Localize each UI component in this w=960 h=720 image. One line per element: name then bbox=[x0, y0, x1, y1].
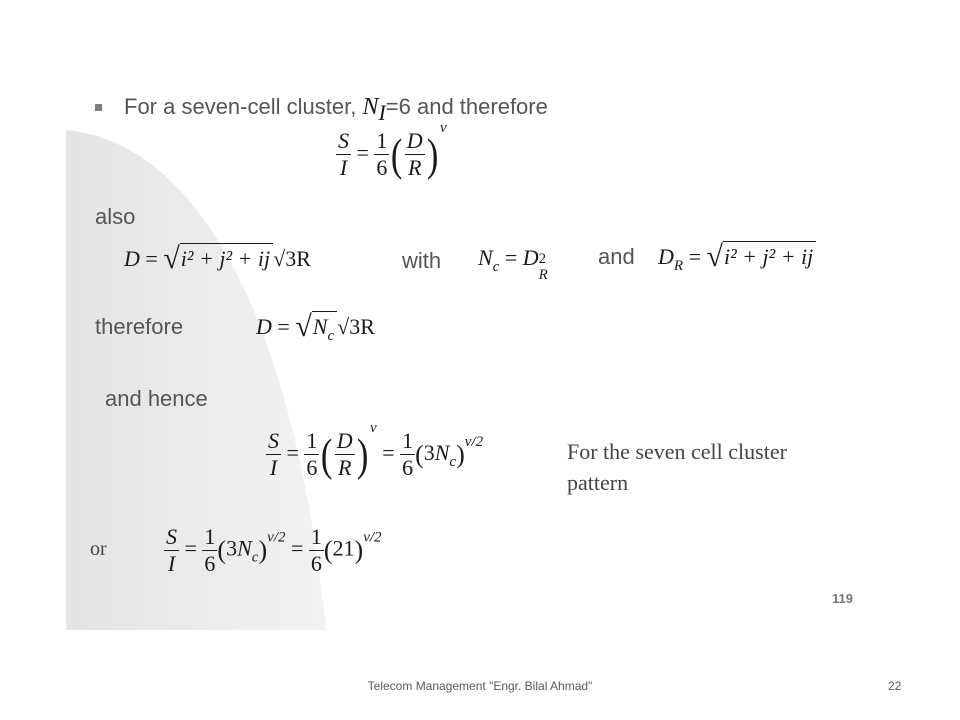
equation-nc: $N_c = D$ 2 R bbox=[478, 245, 548, 283]
eq-nc-rhs-var: D bbox=[522, 245, 539, 270]
eq-d-lhs: D bbox=[124, 246, 140, 271]
eq-or-exp-2: v/2 bbox=[363, 529, 382, 546]
note-text bbox=[567, 436, 787, 498]
eq-dr-lhs-sub: R bbox=[673, 258, 684, 274]
eq-t-lhs: D bbox=[256, 314, 272, 339]
footer-title: Telecom Management "Engr. Bilal Ahmad" bbox=[367, 679, 593, 693]
equation-s-over-i: $\frac{S}{I}$ = $\frac{1}{6}$ ( $\frac{D}{R}$ )$^v$ bbox=[338, 120, 447, 181]
equation-d: D = √i² + j² + ij √3R bbox=[124, 242, 311, 275]
also-label: also bbox=[95, 204, 136, 229]
eq1-coef-num: 1 bbox=[376, 128, 388, 154]
eq-t-rad-sub: c bbox=[327, 328, 335, 344]
eq-dr-radicand: i² + j² + ij bbox=[723, 241, 816, 269]
eq1-lhs-num: S bbox=[338, 128, 349, 154]
note-line-1: For the seven cell cluster bbox=[567, 439, 787, 464]
source-page-number: 119 bbox=[832, 591, 853, 606]
equation-or: $\frac{S}{I}$ = $\frac{1}{6}$ $(3N_c)^{v/2}$ = $\frac{1}{6}$ $(21)^{v/2}$ bbox=[166, 524, 382, 576]
intro-suffix: =6 and therefore bbox=[385, 94, 548, 119]
eq-d-radicand: i² + j² + ij bbox=[180, 243, 273, 271]
eq1-inner-num: D bbox=[406, 128, 423, 154]
eq-dr-lhs-var: D bbox=[658, 244, 674, 269]
eq-or-exp: v/2 bbox=[267, 529, 286, 546]
eq1-lhs-den: I bbox=[339, 155, 348, 181]
and-hence-label: and hence bbox=[105, 386, 208, 411]
eq-t-tail: √3R bbox=[337, 314, 375, 339]
intro-var: N bbox=[362, 94, 379, 120]
intro-line bbox=[124, 94, 548, 125]
and-label: and bbox=[598, 244, 635, 269]
with-label: with bbox=[402, 248, 442, 273]
bullet-icon bbox=[95, 104, 102, 111]
eq-h-exp: v bbox=[369, 420, 377, 436]
intro-prefix: For a seven-cell cluster, bbox=[124, 94, 363, 119]
eq1-coef-den: 6 bbox=[376, 155, 388, 181]
eq-t-rad-var: N bbox=[312, 314, 328, 339]
note-line-2: pattern bbox=[567, 470, 629, 495]
equation-hence: $\frac{S}{I}$ = $\frac{1}{6}$ ( $\frac{D}{R}$ )$^v$ = $\frac{1}{6}$ $(3N_c)^{v/2}$ bbox=[268, 420, 484, 481]
eq-or-const: 21 bbox=[332, 535, 355, 561]
eq1-exp: v bbox=[439, 120, 447, 136]
slide-number: 22 bbox=[888, 679, 902, 693]
equation-therefore: $D = √N_c$ √3R bbox=[256, 310, 375, 344]
eq-h-mid-exp: v/2 bbox=[464, 434, 484, 450]
eq1-inner-den: R bbox=[407, 155, 422, 181]
therefore-label: therefore bbox=[95, 314, 184, 339]
eq-nc-lhs-var: N bbox=[478, 245, 493, 270]
equation-dr: $D_R = √i^2 + j^2$ + ij bbox=[658, 240, 816, 274]
intro-sub: I bbox=[378, 100, 386, 125]
eq-d-tail: √3R bbox=[273, 246, 311, 271]
eq-nc-lhs-sub: c bbox=[492, 259, 500, 275]
or-label: or bbox=[90, 538, 107, 560]
